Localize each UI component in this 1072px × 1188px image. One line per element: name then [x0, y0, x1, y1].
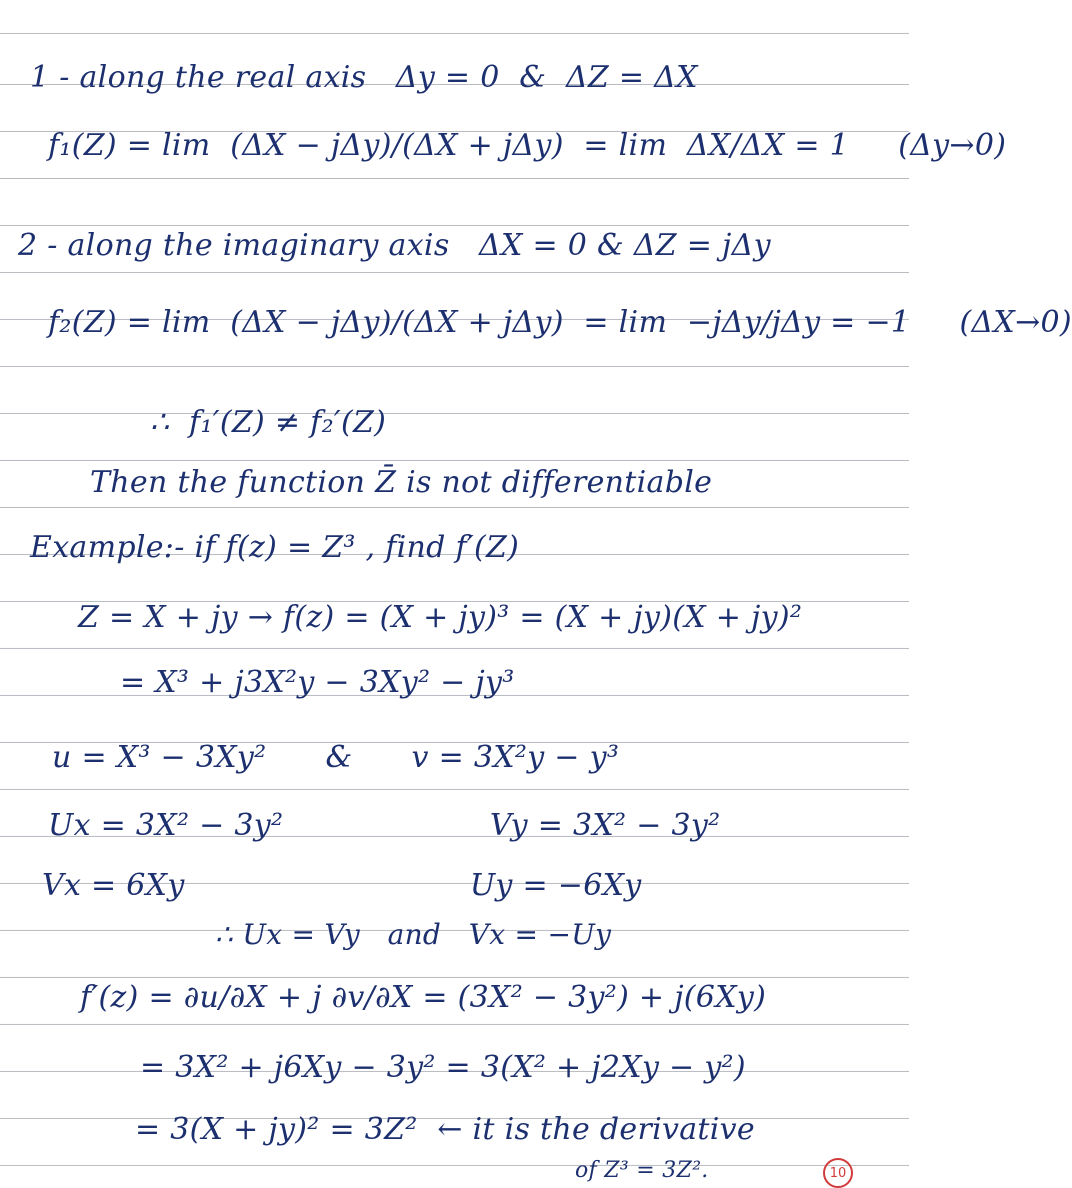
note-line-17: of Z³ = 3Z². [575, 1158, 709, 1183]
note-line-8: Z = X + jy → f(z) = (X + jy)³ = (X + jy)(X + jy)² [78, 600, 803, 635]
note-line-5: ∴ f₁′(Z) ≠ f₂′(Z) [150, 405, 387, 440]
note-line-4: f₂(Z) = lim (ΔX − jΔy)/(ΔX + jΔy) = lim −jΔy/jΔy = −1 (ΔX→0) [48, 305, 1072, 340]
note-line-15: = 3X² + j6Xy − 3y² = 3(X² + j2Xy − y²) [140, 1050, 746, 1085]
note-line-7: Example:- if f(z) = Z³ , find f′(Z) [30, 530, 520, 565]
note-line-6: Then the function Z̄ is not differentiable [90, 465, 713, 500]
note-line-12: Vx = 6Xy Uy = −6Xy [42, 868, 642, 903]
note-line-2: f₁(Z) = lim (ΔX − jΔy)/(ΔX + jΔy) = lim ΔX/ΔX = 1 (Δy→0) [48, 128, 1007, 163]
note-line-11: Ux = 3X² − 3y² Vy = 3X² − 3y² [48, 808, 721, 843]
note-line-10: u = X³ − 3Xy² & v = 3X²y − y³ [52, 740, 620, 775]
note-line-16: = 3(X + jy)² = 3Z² ← it is the derivative [135, 1112, 755, 1147]
note-line-9: = X³ + j3X²y − 3Xy² − jy³ [120, 665, 515, 700]
note-line-3: 2 - along the imaginary axis ΔX = 0 & ΔZ = jΔy [18, 228, 771, 263]
note-line-13: ∴ Ux = Vy and Vx = −Uy [215, 918, 612, 951]
page-number-badge: 10 [823, 1158, 853, 1188]
note-line-14: f′(z) = ∂u/∂X + j ∂v/∂X = (3X² − 3y²) + j(6Xy) [80, 980, 767, 1015]
note-line-1: 1 - along the real axis Δy = 0 & ΔZ = ΔX [30, 60, 698, 95]
